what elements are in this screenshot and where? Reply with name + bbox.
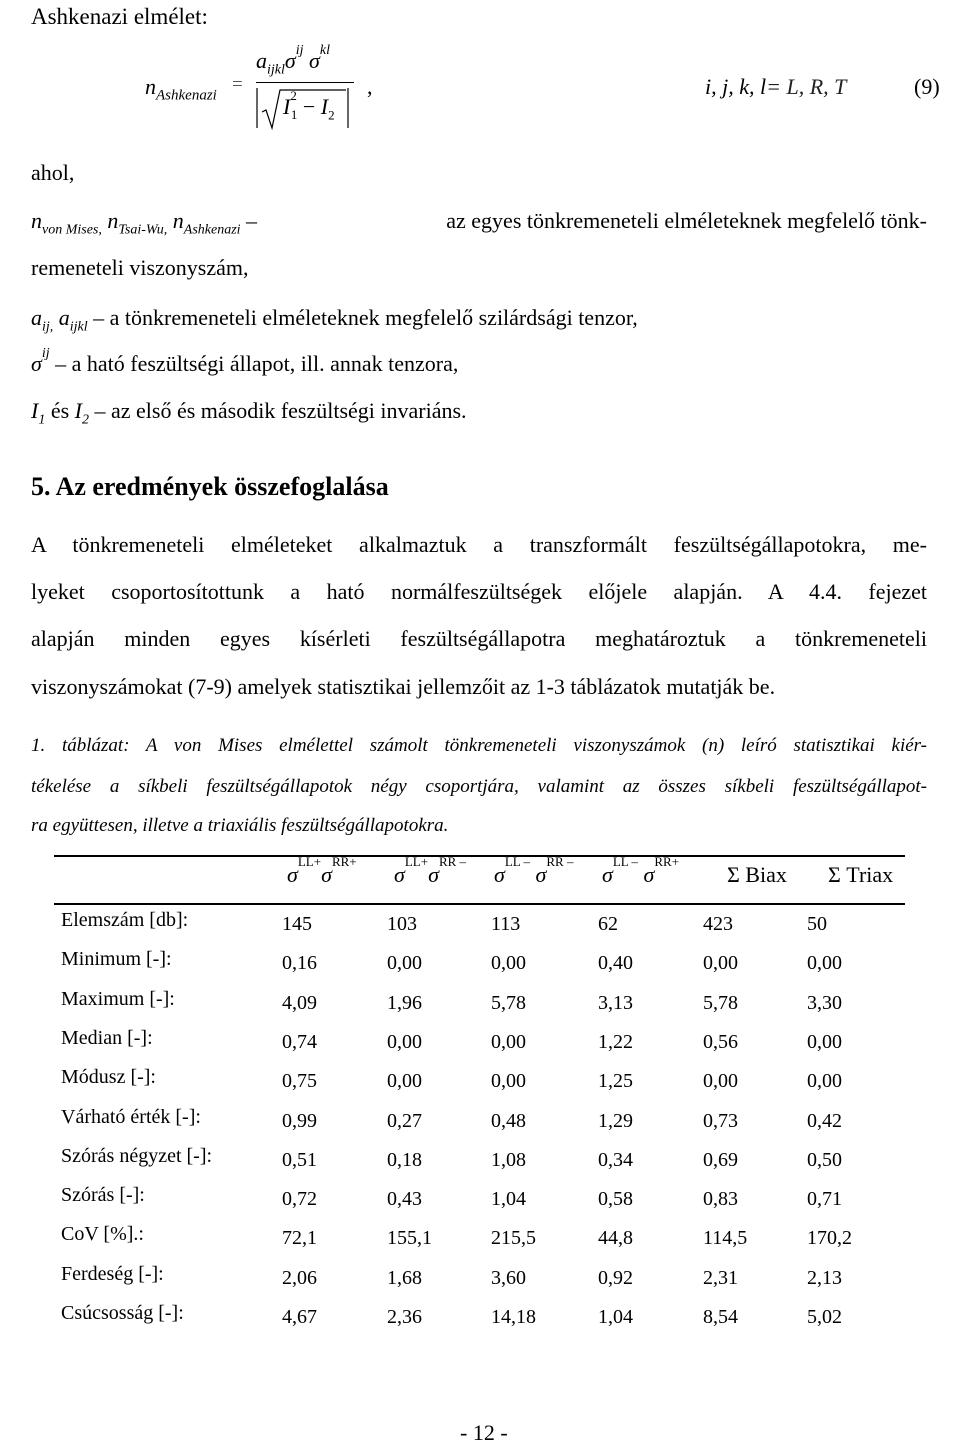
table-cell: 4,67 (282, 1306, 317, 1328)
table-row-label: Várható érték [-]: (61, 1105, 201, 1128)
header-triax: Σ Triax (828, 862, 894, 887)
table-cell: 0,00 (491, 952, 526, 975)
table-cell: 4,09 (282, 991, 317, 1014)
table-cell: 3,30 (807, 991, 842, 1014)
table-cell: 0,48 (491, 1109, 526, 1132)
table-header-rule (54, 903, 905, 905)
table-cell: 0,83 (703, 1188, 738, 1211)
table-cell: 62 (598, 913, 618, 935)
header-biax: Σ Biax (727, 862, 787, 887)
table-cell: 0,00 (387, 952, 422, 975)
table-row-label: Elemszám [db]: (61, 909, 189, 931)
table-cell: 215,5 (491, 1227, 536, 1250)
formula-lhs: $n_{Ashkenazi}$ (145, 74, 217, 104)
table-row-label: Maximum [-]: (61, 987, 175, 1010)
table-row-label: Módusz [-]: (61, 1066, 156, 1089)
table-cell: 0,92 (598, 1266, 633, 1289)
body-paragraph-line-2: lyeket csoportosítottunk a ható normálfeszültségek előjele alapján. A 4.4. fejezet (31, 579, 927, 604)
header-col-1: $\sigma^{LL+}\sigma^{RR+}$ (287, 853, 357, 887)
definition-n-line1: $n_{von Mises,}$ $n_{Tsai-Wu,}$ $n_{Ashkenazi}$ – az egyes tönkremeneteli elméleteknek megfelelő tönk- (31, 208, 927, 238)
table-cell: 0,18 (387, 1148, 422, 1171)
table-cell: 1,25 (598, 1070, 633, 1093)
table-cell: 72,1 (282, 1227, 317, 1250)
table-top-rule (54, 855, 905, 857)
table-cell: 170,2 (807, 1227, 852, 1250)
table-cell: 0,51 (282, 1148, 317, 1171)
table-caption-line-1: 1. táblázat: A von Mises elmélettel számolt tönkremeneteli viszonyszámok (n) leíró statisztikai kiér- (31, 735, 927, 756)
table-cell: 0,72 (282, 1188, 317, 1211)
formula-numerator: $a_{ijkl}\sigma^{ij}$ $\sigma^{kl}$ (256, 42, 330, 78)
equation-number: (9) (914, 74, 940, 99)
table-cell: 8,54 (703, 1306, 738, 1328)
table-row-label: Szórás [-]: (61, 1184, 145, 1207)
table-cell: 0,00 (807, 1070, 842, 1093)
table-cell: 2,36 (387, 1306, 422, 1328)
table-cell: 103 (387, 913, 417, 935)
table-cell: 0,00 (491, 1070, 526, 1093)
formula-comma: , (367, 74, 373, 99)
table-cell: 1,96 (387, 991, 422, 1014)
table-cell: 3,60 (491, 1266, 526, 1289)
table-cell: 0,16 (282, 952, 317, 975)
table-row-label: Csúcsosság [-]: (61, 1302, 184, 1324)
table-cell: 2,13 (807, 1266, 842, 1289)
table-cell: 0,40 (598, 952, 633, 975)
table-cell: 0,69 (703, 1148, 738, 1171)
where-label: ahol, (31, 160, 75, 185)
table-cell: 1,04 (491, 1188, 526, 1211)
table-cell: 2,31 (703, 1266, 738, 1289)
table-cell: 113 (491, 913, 521, 935)
table-cell: 5,78 (703, 991, 738, 1014)
table-cell: 0,00 (703, 952, 738, 975)
table-cell: 5,02 (807, 1306, 842, 1328)
table-cell: 0,50 (807, 1148, 842, 1171)
header-col-2: $\sigma^{LL+}\sigma^{RR -}$ (394, 853, 467, 887)
definition-n-line2: remeneteli viszonyszám, (31, 255, 249, 280)
table-cell: 423 (703, 913, 733, 935)
table-cell: 1,22 (598, 1030, 633, 1053)
body-paragraph-line-3: alapján minden egyes kísérleti feszültségállapotra meghatároztuk a tönkremeneteli (31, 626, 927, 651)
table-cell: 50 (807, 913, 827, 935)
table-cell: 0,43 (387, 1188, 422, 1211)
table-cell: 14,18 (491, 1306, 536, 1328)
table-cell: 155,1 (387, 1227, 432, 1250)
definition-a: $a_{ij,}$ $a_{ijkl}$ – a tönkremeneteli elméleteknek megfelelő szilárdsági tenzor, (31, 305, 638, 335)
table-cell: 0,74 (282, 1030, 317, 1053)
table-cell: 0,99 (282, 1109, 317, 1132)
formula-indices: i, j, k, l= L, R, T (705, 74, 847, 99)
header-col-4: $\sigma^{LL -}$ $\sigma^{RR+}$ (602, 853, 680, 887)
table-cell: 0,42 (807, 1109, 842, 1132)
page-number: - 12 - (460, 1420, 508, 1445)
formula-denominator: $I^2_1 - I_2$ (283, 87, 335, 123)
table-cell: 1,08 (491, 1148, 526, 1171)
table-cell: 2,06 (282, 1266, 317, 1289)
table-cell: 1,04 (598, 1306, 633, 1328)
section-intro: Ashkenazi elmélet: (31, 4, 208, 29)
definition-invariants: $I_1$ és $I_2$ – az első és második feszültségi invariáns. (31, 398, 467, 428)
table-cell: 0,00 (807, 952, 842, 975)
table-caption-line-3: ra együttesen, illetve a triaxiális feszültségállapotokra. (31, 815, 449, 836)
table-cell: 114,5 (703, 1227, 748, 1250)
table-cell: 0,73 (703, 1109, 738, 1132)
table-row-label: Szórás négyzet [-]: (61, 1144, 213, 1167)
table-cell: 44,8 (598, 1227, 633, 1250)
table-cell: 5,78 (491, 991, 526, 1014)
table-caption-line-2: tékelése a síkbeli feszültségállapotok négy csoportjára, valamint az összes síkbeli feszültségállapot- (31, 776, 927, 797)
table-cell: 3,13 (598, 991, 633, 1014)
table-cell: 0,00 (387, 1030, 422, 1053)
table-cell: 0,71 (807, 1188, 842, 1211)
table-cell: 145 (282, 913, 312, 935)
table-cell: 0,00 (387, 1070, 422, 1093)
table-row-label: Ferdeség [-]: (61, 1262, 164, 1285)
table-cell: 0,00 (703, 1070, 738, 1093)
formula-equals: = (232, 74, 243, 95)
section-heading: 5. Az eredmények összefoglalása (31, 472, 389, 501)
definition-sigma: $\sigma^{ij}$ – a ható feszültségi állapot, ill. annak tenzora, (31, 345, 459, 376)
table-cell: 1,29 (598, 1109, 633, 1132)
table-row-label: Minimum [-]: (61, 948, 172, 971)
table-row-label: CoV [%].: (61, 1223, 144, 1246)
header-col-3: $\sigma^{LL -}$ $\sigma^{RR -}$ (494, 853, 574, 887)
table-cell: 0,58 (598, 1188, 633, 1211)
table-cell: 0,27 (387, 1109, 422, 1132)
body-paragraph-line-1: A tönkremeneteli elméleteket alkalmaztuk a transzformált feszültségállapotokra, me- (31, 532, 927, 557)
body-paragraph-line-4: viszonyszámokat (7-9) amelyek statisztikai jellemzőit az 1-3 táblázatok mutatják be. (31, 674, 776, 699)
table-cell: 0,34 (598, 1148, 633, 1171)
fraction-bar (256, 82, 354, 83)
table-cell: 0,56 (703, 1030, 738, 1053)
table-cell: 0,00 (491, 1030, 526, 1053)
table-cell: 0,00 (807, 1030, 842, 1053)
table-cell: 1,68 (387, 1266, 422, 1289)
table-row-label: Median [-]: (61, 1026, 153, 1049)
table-cell: 0,75 (282, 1070, 317, 1093)
